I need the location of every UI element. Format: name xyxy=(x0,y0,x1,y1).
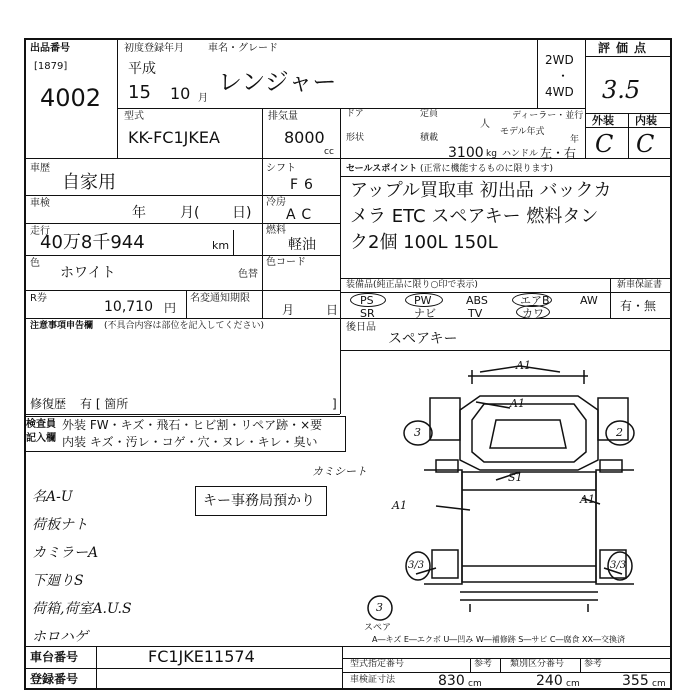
inspection-year: 年 xyxy=(132,205,146,221)
sales-point-line1: アップル買取車 初出品 バックカ xyxy=(350,180,612,201)
damage-right-rear: 3/3 xyxy=(610,560,627,571)
category-label: 類別区分番号 xyxy=(510,659,565,669)
dims-label: 車検証寸法 xyxy=(350,675,396,685)
shift-value: F6 xyxy=(290,177,319,193)
load-value: 3100 xyxy=(448,145,484,161)
equipment-tv: TV xyxy=(468,307,483,320)
note-line-1: 名A-U xyxy=(32,489,73,505)
recycle-label: R券 xyxy=(30,293,47,304)
shift-label: シフト xyxy=(266,163,296,174)
dims-width: 240 xyxy=(536,673,563,689)
car-name-label: 車名・グレード xyxy=(208,43,278,54)
note-line-4: 下廻りS xyxy=(32,573,84,589)
aircon-label: 冷房 xyxy=(266,197,286,208)
aftermarket-value: スペアキー xyxy=(388,331,458,347)
first-reg-label: 初度登録年月 xyxy=(124,43,184,54)
damage-legend: A―キズ E―エクボ U―凹み W―補修跡 S―サビ C―腐食 XX―交換済 xyxy=(372,635,626,644)
car-name: レンジャー xyxy=(218,68,337,96)
exterior-grade: C xyxy=(595,130,614,158)
damage-right-circle: 2 xyxy=(616,426,623,439)
mileage-label: 走行 xyxy=(30,226,50,237)
displacement-label: 排気量 xyxy=(268,111,298,122)
ref-label-2: 参考 xyxy=(584,659,603,669)
interior-grade: C xyxy=(636,130,655,158)
equipment-kawa: カワ xyxy=(522,307,544,320)
inspection-month: 月( xyxy=(180,205,200,221)
era: 平成 xyxy=(128,61,156,77)
shape-label: 形状 xyxy=(346,133,365,143)
damage-a1-right: A1 xyxy=(580,493,595,506)
exterior-label: 外装 xyxy=(592,114,614,127)
load-unit: kg xyxy=(486,149,497,159)
drive-2wd: 2WD xyxy=(545,53,574,67)
aircon-value: AC xyxy=(286,207,318,223)
repair-value: 有 [ 箇所 xyxy=(80,397,129,411)
new-warranty-value: 有・無 xyxy=(620,299,657,313)
rating-label: 評価点 xyxy=(598,41,653,55)
inspector-label-1: 検査員 xyxy=(26,419,56,430)
equipment-label: 装備品(純正品に限り○印で表示) xyxy=(346,280,478,290)
inspection-day: 日) xyxy=(232,205,252,221)
lot-number: 4002 xyxy=(40,84,102,112)
equipment-pw: PW xyxy=(414,294,432,307)
door-label: ドア xyxy=(346,109,364,119)
chassis-value: FC1JKE11574 xyxy=(148,647,255,666)
note-line-5: 荷箱,荷室A.U.S xyxy=(32,601,132,617)
lot-bracket: [1879] xyxy=(34,61,68,72)
sales-point-line3: ク2個 100L 150L xyxy=(350,232,498,253)
new-warranty-label: 新車保証書 xyxy=(617,280,663,290)
notes-label: 注意事項申告欄 xyxy=(30,321,94,331)
dims-width-unit: cm xyxy=(566,679,580,689)
history-label: 車歴 xyxy=(30,163,50,174)
interior-label: 内装 xyxy=(635,114,657,127)
sales-point-sublabel: (正常に機能するものに限ります) xyxy=(420,164,554,174)
damage-spare-circle: 3 xyxy=(376,601,383,614)
repair-label: 修復歴 xyxy=(30,397,67,411)
key-stamp-text: キー事務局預かり xyxy=(203,493,315,509)
fuel-label: 燃料 xyxy=(266,225,286,236)
model-label: 型式 xyxy=(124,111,144,122)
notes-sublabel: (不具合内容は部位を記入してください) xyxy=(104,321,265,331)
inspector-exterior-row: 外装 FW・キズ・飛石・ヒビ割・リペア跡・×要 xyxy=(62,418,323,432)
inspection-label: 車検 xyxy=(30,198,50,209)
model-year-unit: 年 xyxy=(570,135,580,145)
note-line-6: ホロハゲ xyxy=(32,629,88,645)
recycle-value: 10,710 xyxy=(104,299,153,315)
model-year-label: モデル年式 xyxy=(500,127,545,137)
recycle-unit: 円 xyxy=(164,301,177,315)
damage-left-circle: 3 xyxy=(414,426,421,439)
color-label: 色 xyxy=(30,258,40,269)
load-label: 積載 xyxy=(420,133,439,143)
lot-label: 出品番号 xyxy=(30,43,70,54)
handle-value: 左・右 xyxy=(540,146,577,160)
dims-length-unit: cm xyxy=(468,679,482,689)
ref-label-1: 参考 xyxy=(474,659,493,669)
note-line-3: カミラーA xyxy=(32,545,99,561)
drive-separator: ・ xyxy=(557,69,570,83)
equipment-ps: PS xyxy=(360,294,374,307)
equipment-sr: SR xyxy=(360,307,375,320)
dims-length: 830 xyxy=(438,673,465,689)
damage-a1-top2: A1 xyxy=(510,397,525,410)
equipment-navi: ナビ xyxy=(414,307,436,320)
capacity-label: 定員 xyxy=(420,109,439,119)
inspector-interior-row: 内装 キズ・汚レ・コゲ・穴・ヌレ・キレ・臭い xyxy=(62,435,318,449)
damage-a1-left: A1 xyxy=(392,499,407,512)
reg-label: 登録番号 xyxy=(30,672,79,686)
history-value: 自家用 xyxy=(62,172,116,193)
rating-value: 3.5 xyxy=(602,76,641,104)
reg-year: 15 xyxy=(128,82,151,103)
equipment-airbag: エアB xyxy=(520,294,550,307)
spare-label: スペア xyxy=(364,623,392,633)
damage-s1: S1 xyxy=(508,471,523,484)
model-cert-label: 型式指定番号 xyxy=(350,659,405,669)
equipment-abs: ABS xyxy=(466,294,488,307)
name-change-day: 日 xyxy=(326,303,339,317)
dims-height: 355 xyxy=(622,673,649,689)
reg-month: 10 xyxy=(170,84,191,103)
color-value: ホワイト xyxy=(60,265,116,281)
seat-note: カミシート xyxy=(312,465,367,478)
reg-month-unit: 月 xyxy=(198,93,208,104)
mileage-value: 40万8千944 xyxy=(40,232,145,253)
drive-4wd: 4WD xyxy=(545,85,574,99)
mileage-unit: km xyxy=(212,239,230,252)
handle-label: ハンドル xyxy=(502,149,539,159)
fuel-value: 軽油 xyxy=(288,237,316,253)
damage-left-rear: 3/3 xyxy=(408,560,425,571)
name-change-month: 月 xyxy=(282,303,295,317)
aftermarket-label: 後日品 xyxy=(346,322,376,333)
repaint-label: 色替 xyxy=(238,269,258,280)
color-code-label: 色コード xyxy=(266,257,306,268)
repair-bracket-close: ] xyxy=(332,397,337,411)
sales-point-line2: メラ ETC スペアキー 燃料タン xyxy=(350,206,599,227)
capacity-value: 人 xyxy=(480,119,490,130)
dims-height-unit: cm xyxy=(652,679,666,689)
damage-a1-top: A1 xyxy=(516,359,531,372)
model-value: KK-FC1JKEA xyxy=(128,128,220,147)
note-line-2: 荷板ナト xyxy=(32,517,88,533)
equipment-aw: AW xyxy=(580,294,598,307)
chassis-label: 車台番号 xyxy=(30,650,79,664)
sales-point-label: セールスポイント xyxy=(346,164,418,174)
dealer-label: ディーラー・並行 xyxy=(512,111,584,121)
displacement-unit: cc xyxy=(324,147,334,157)
inspector-label-2: 記入欄 xyxy=(26,433,56,444)
name-change-label: 名変通知期限 xyxy=(190,293,250,304)
displacement-value: 8000 xyxy=(284,128,325,147)
